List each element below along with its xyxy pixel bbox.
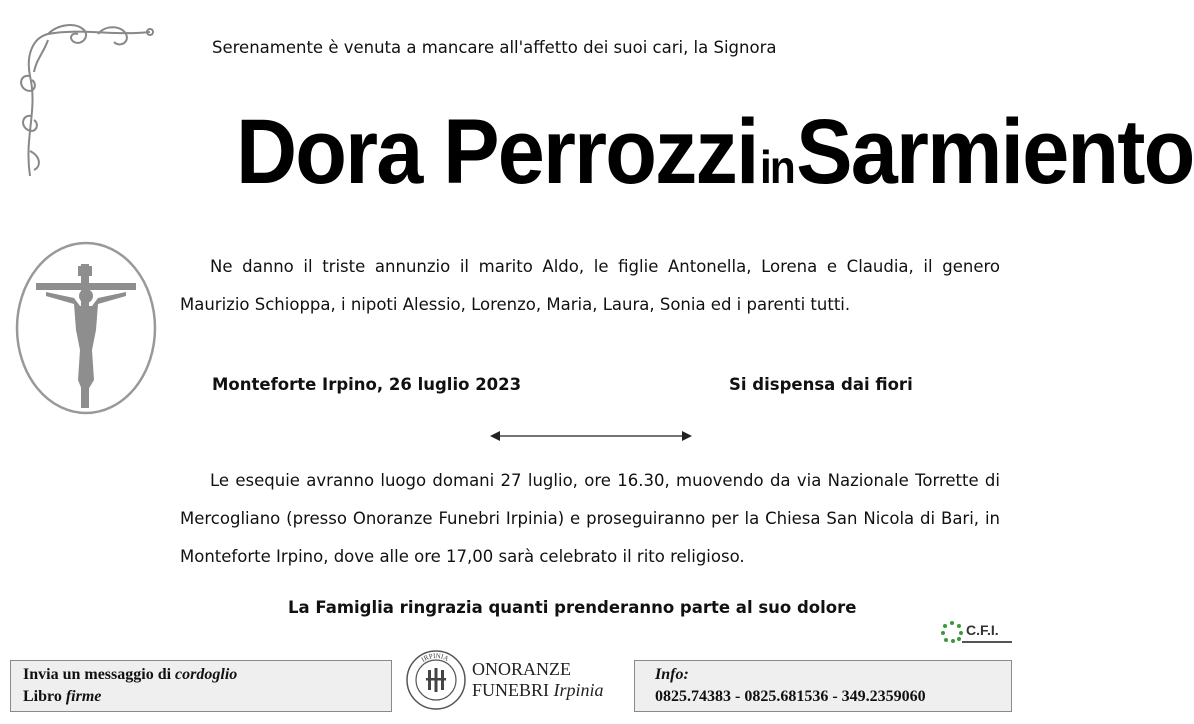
crucifix-icon — [14, 240, 158, 416]
condolence-link[interactable] — [23, 664, 379, 686]
double-arrow-icon — [490, 429, 692, 443]
deceased-name — [236, 100, 1194, 205]
condolence-prefix: Invia un messaggio di — [23, 666, 176, 683]
cfi-logo — [940, 620, 1016, 652]
cfi-logo-icon — [940, 620, 964, 644]
intro-text: Serenamente è venuta a mancare all'affetto dei suoi cari, la Signora — [212, 38, 777, 57]
funeral-home-logo-icon — [404, 648, 468, 712]
announcement-text: Ne danno il triste annunzio il marito Aldo, le figlie Antonella, Lorena e Claudia, il genero Maurizio Schioppa, i nipoti Alessio, Lorenzo, Maria, Laura, Sonia ed i parenti tutti. — [180, 257, 1000, 314]
funeral-text: Le esequie avranno luogo domani 27 luglio, ore 16.30, muovendo da via Nazionale Torrette di Mercogliano (presso Onoranze Funebri Irpinia) e proseguiranno per la Chiesa San Nicola di Bari, in Monteforte Irpino, dove alle ore 17,00 sarà celebrato il rito religioso. — [180, 471, 1000, 566]
guestbook-link[interactable] — [23, 686, 379, 708]
info-label: Info — [655, 666, 684, 683]
condolence-box[interactable] — [10, 660, 392, 712]
deceased-first-name: Dora Perrozzi — [236, 101, 758, 203]
logo-line2-prefix: FUNEBRI — [472, 680, 554, 700]
funeral-paragraph — [180, 462, 1000, 576]
guestbook-prefix: Libro — [23, 688, 66, 705]
logo-ring-text: IRPINIA — [419, 651, 451, 664]
cfi-logo-text: C.F.I. — [966, 622, 999, 638]
name-connector: in — [759, 141, 794, 193]
logo-line2-em: Irpinia — [553, 680, 604, 700]
announcement-paragraph — [180, 248, 1000, 324]
flowers-note: Si dispensa dai fiori — [729, 375, 913, 394]
cfi-underline — [962, 641, 1012, 643]
deceased-married-name: Sarmiento — [796, 101, 1194, 203]
thanks-text: La Famiglia ringrazia quanti prenderanno parte al suo dolore — [288, 598, 857, 617]
phone-numbers[interactable]: 0825.74383 - 0825.681536 - 349.2359060 — [655, 688, 926, 705]
corner-ornament-icon — [18, 16, 158, 186]
logo-line2 — [472, 680, 604, 701]
guestbook-em: firme — [65, 688, 102, 705]
info-box: Info: 0825.74383 - 0825.681536 - 349.2359060 — [634, 660, 1012, 712]
condolence-em: cordoglio — [175, 666, 238, 683]
logo-line1: ONORANZE — [472, 659, 571, 679]
place-date: Monteforte Irpino, 26 luglio 2023 — [212, 375, 522, 394]
funeral-home-name — [472, 659, 604, 701]
